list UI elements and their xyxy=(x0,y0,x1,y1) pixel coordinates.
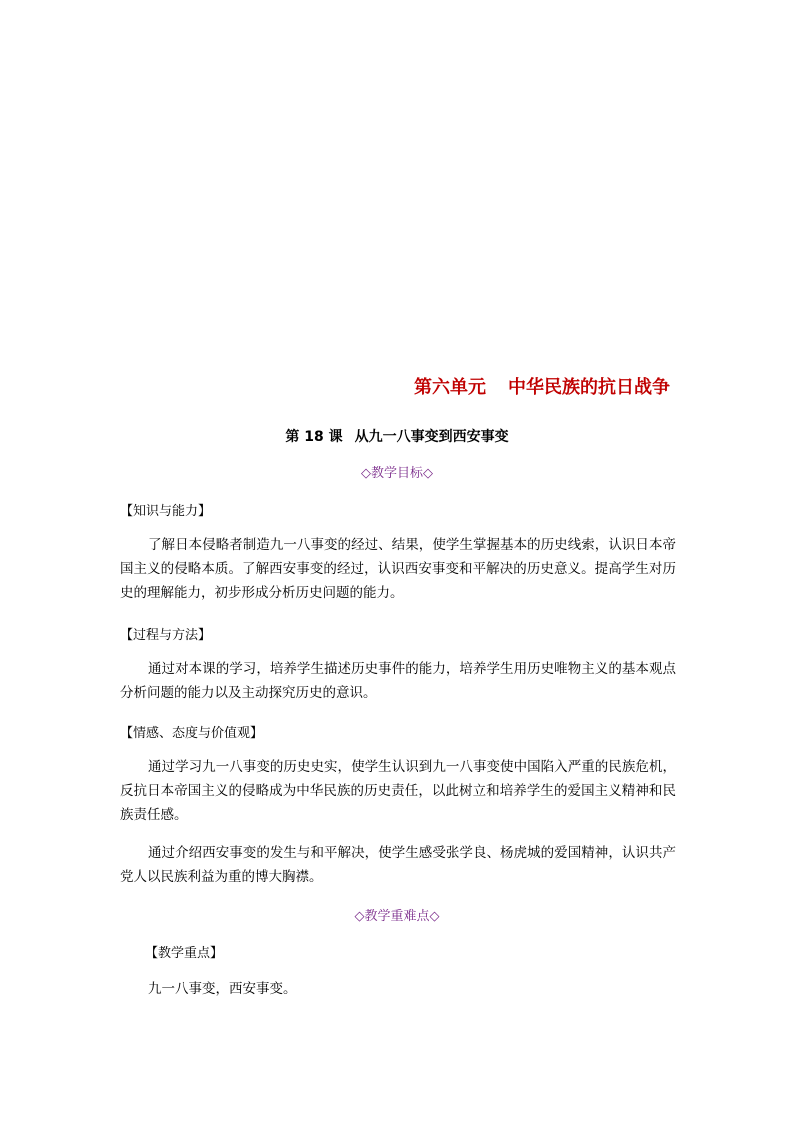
unit-number: 第六单元 xyxy=(414,377,486,398)
lesson-number: 第 18 课 xyxy=(285,429,343,445)
keypoints-heading: ◇教学重难点◇ xyxy=(354,909,440,924)
process-heading: 【过程与方法】 xyxy=(120,628,212,643)
emotion-paragraph-2: 通过介绍西安事变的发生与和平解决，使学生感受张学良、杨虎城的爱国精神，认识共产党人以民族利益为重的博大胸襟。 xyxy=(120,845,676,885)
focus-text: 九一八事变，西安事变。 xyxy=(148,981,297,997)
emotion-heading: 【情感、态度与价值观】 xyxy=(120,726,264,741)
lesson-name: 从九一八事变到西安事变 xyxy=(354,429,509,445)
knowledge-paragraph: 了解日本侵略者制造九一八事变的经过、结果，使学生掌握基本的历史线索，认识日本帝国主义的侵略本质。了解西安事变的经过，认识西安事变和平解决的历史意义。提高学生对历史的理解能力，初步形成分析历史问题的能力。 xyxy=(120,537,676,601)
emotion-paragraph-1: 通过学习九一八事变的历史史实，使学生认识到九一八事变使中国陷入严重的民族危机，反抗日本帝国主义的侵略成为中华民族的历史责任，以此树立和培养学生的爱国主义精神和民族责任感。 xyxy=(120,759,676,823)
lesson-title xyxy=(0,426,794,446)
unit-name: 中华民族的抗日战争 xyxy=(508,377,670,398)
objectives-heading: ◇教学目标◇ xyxy=(361,466,433,481)
knowledge-heading: 【知识与能力】 xyxy=(120,504,212,519)
focus-heading: 【教学重点】 xyxy=(145,946,224,961)
unit-title xyxy=(414,373,670,399)
process-paragraph: 通过对本课的学习，培养学生描述历史事件的能力，培养学生用历史唯物主义的基本观点分析问题的能力以及主动探究历史的意识。 xyxy=(120,661,676,701)
